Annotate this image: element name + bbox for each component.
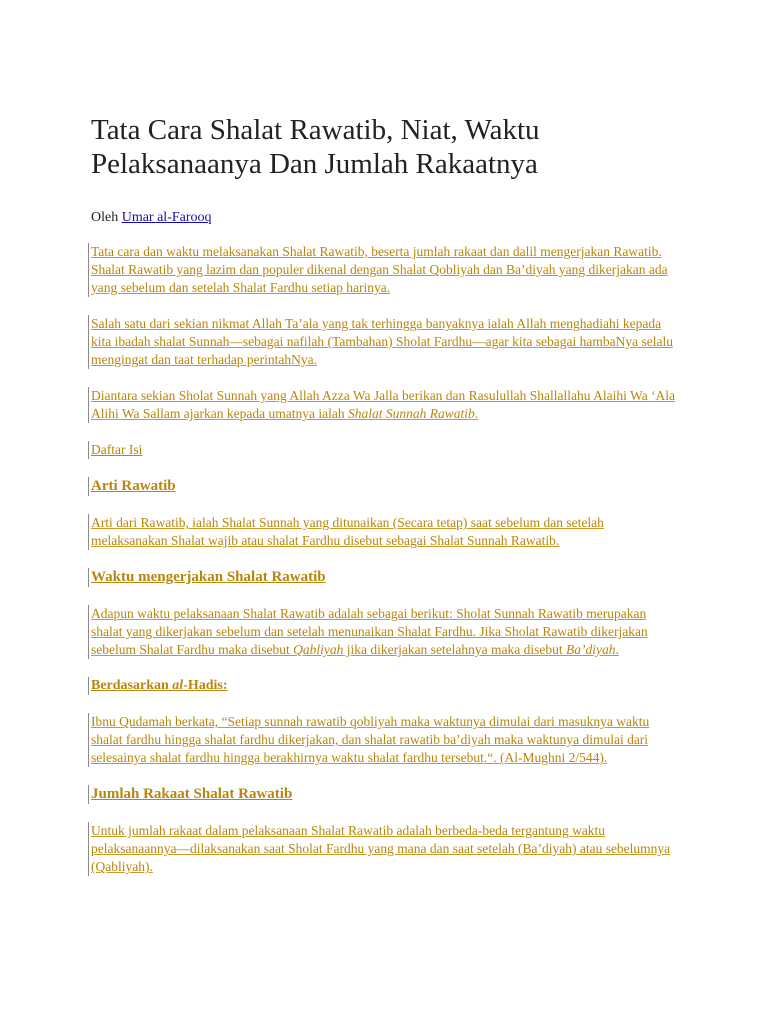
section2-emphasis-a: Qabliyah <box>293 642 344 657</box>
hadith-paragraph[interactable]: Ibnu Qudamah berkata, “Setiap sunnah rawatib qobliyah maka waktunya dimulai dari masuknya waktu shalat fardhu hingga shalat fardhu dikerjakan, dan shalat rawatib ba’diyah maka waktunya dimulai dari selesainya shalat fardhu hingga berakhirnya waktu shalat fardhu tersebut.“. (Al-Mughni 2/544). <box>91 714 650 765</box>
article-title: Tata Cara Shalat Rawatib, Niat, Waktu Pelaksanaanya Dan Jumlah Rakaatnya <box>91 114 540 180</box>
paragraph-3-text: Diantara sekian Sholat Sunnah yang Allah Azza Wa Jalla berikan dan Rasulullah Shallallahu Alaihi Wa ‘Ala Alihi Wa Sallam ajarkan kepada umatnya ialah <box>91 388 676 421</box>
section2-emphasis-b: Ba’diyah <box>566 642 616 657</box>
sub-heading-berdasarkan-hadis[interactable] <box>91 677 680 695</box>
sub-heading-text-a: Berdasarkan <box>91 678 173 693</box>
section2-paragraph[interactable] <box>91 605 680 659</box>
sub-heading-text-b: -Hadis: <box>183 678 228 693</box>
section1-text-block <box>88 514 680 550</box>
section2-text-a: Adapun waktu pelaksanaan Shalat Rawatib adalah sebagai berikut: Sholat Sunnah Rawatib merupakan shalat yang dikerjakan sebelum dan setelah menunaikan Shalat Fardhu. Jika Sholat Rawatib dikerjakan sebelum Shalat Fardhu maka disebut <box>91 606 648 657</box>
intro-paragraph[interactable]: Tata cara dan waktu melaksanakan Shalat Rawatib, beserta jumlah rakaat dan dalil mengerjakan Rawatib. Shalat Rawatib yang lazim dan populer dikenal dengan Shalat Qobliyah dan Ba’diyah yang dikerjakan ada yang sebelum dan setelah Shalat Fardhu setiap harinya. <box>91 244 668 295</box>
paragraph-block-3 <box>88 387 680 423</box>
section2-text-b: jika dikerjakan setelahnya maka disebut <box>343 642 567 657</box>
paragraph-3[interactable] <box>91 387 680 423</box>
section3-heading-block <box>88 785 680 804</box>
table-of-contents-link[interactable]: Daftar Isi <box>91 442 143 457</box>
sub-heading-emphasis: al <box>172 678 184 693</box>
intro-block <box>88 243 680 297</box>
sub-heading-block <box>88 677 680 695</box>
section1-heading-block <box>88 477 680 496</box>
paragraph-2[interactable]: Salah satu dari sekian nikmat Allah Ta’ala yang tak terhingga banyaknya ialah Allah menghadiahi kepada kita ibadah shalat Sunnah—sebagai nafilah (Tambahan) Sholat Fardhu—agar kita sebagai hambaNya selalu mengingat dan taat terhadap perintahNya. <box>91 316 673 367</box>
section2-text-c: . <box>615 642 619 657</box>
paragraph-block-2 <box>88 315 680 369</box>
section2-text-block <box>88 605 680 659</box>
hadith-block <box>88 713 680 767</box>
section-heading-arti-rawatib[interactable]: Arti Rawatib <box>91 478 176 494</box>
section2-heading-block <box>88 568 680 587</box>
section3-paragraph[interactable]: Untuk jumlah rakaat dalam pelaksanaan Shalat Rawatib adalah berbeda-beda tergantung waktu pelaksanaannya—dilaksanakan saat Sholat Fardhu yang mana dan saat setelah (Ba’diyah) atau sebelumnya (Qabliyah). <box>91 823 671 874</box>
section1-paragraph[interactable]: Arti dari Rawatib, ialah Shalat Sunnah yang ditunaikan (Secara tetap) saat sebelum dan setelah melaksanakan Shalat wajib atau shalat Fardhu disebut sebagai Shalat Sunnah Rawatib. <box>91 515 604 548</box>
paragraph-3-emphasis: Shalat Sunnah Rawatib <box>347 406 475 421</box>
toc-block <box>88 441 680 459</box>
author-link[interactable]: Umar al-Farooq <box>121 210 212 225</box>
section3-text-block <box>88 822 680 876</box>
byline-prefix: Oleh <box>91 210 119 225</box>
paragraph-3-end: . <box>474 406 479 421</box>
section-heading-waktu[interactable]: Waktu mengerjakan Shalat Rawatib <box>91 569 326 585</box>
section-heading-jumlah-rakaat[interactable]: Jumlah Rakaat Shalat Rawatib <box>91 786 293 802</box>
byline <box>91 209 680 227</box>
